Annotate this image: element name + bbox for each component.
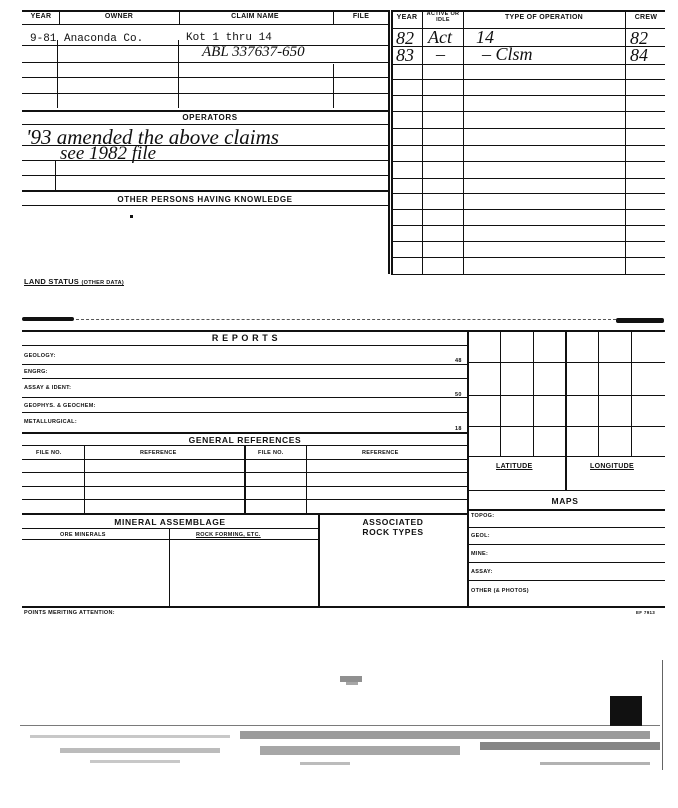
operators-title: OPERATORS: [182, 113, 238, 122]
maps-topog-label: TOPOG:: [471, 513, 495, 519]
points-meriting-attention-label: POINTS MERITING ATTENTION:: [24, 610, 115, 616]
ops-col-header-active-idle: ACTIVE OR IDLE: [426, 11, 460, 23]
rock-forming-header: ROCK FORMING, ETC.: [196, 532, 261, 538]
ops-row1-operation: 14: [476, 27, 494, 47]
ops-row2-operation: – Clsm: [482, 44, 533, 64]
maps-title: MAPS: [551, 496, 579, 506]
genref-header-file-no-2: FILE NO.: [258, 450, 284, 456]
col-header-owner: OWNER: [104, 13, 134, 20]
report-geophys-label: GEOPHYS. & GEOCHEM:: [24, 403, 96, 409]
scan-blot-left: [22, 317, 74, 321]
ops-row1-year: 82: [396, 28, 414, 48]
genref-header-reference-2: REFERENCE: [362, 450, 399, 456]
report-metallurgical-num: 18: [455, 426, 462, 432]
ops-row2-status: –: [436, 44, 445, 64]
report-assay-label: ASSAY & IDENT:: [24, 385, 72, 391]
form-code: EF 7913: [636, 610, 656, 615]
ops-col-header-crew: CREW: [634, 14, 658, 21]
ore-minerals-header: ORE MINERALS: [60, 532, 106, 538]
report-metallurgical-label: METALLURGICAL:: [24, 419, 77, 425]
claim-year: 9-81: [30, 33, 57, 45]
operators-handwritten-line2: see 1982 file: [60, 143, 157, 164]
report-assay-num: 50: [455, 392, 462, 398]
col-header-claim-name: CLAIM NAME: [231, 13, 279, 20]
report-geology-label: GEOLOGY:: [24, 353, 56, 359]
land-status-label: LAND STATUS (OTHER DATA): [24, 277, 124, 286]
genref-header-file-no-1: FILE NO.: [36, 450, 62, 456]
col-header-file: FILE: [352, 13, 370, 20]
claim-name: Kot 1 thru 14: [186, 32, 272, 44]
operators-handwritten-line1: '93 amended the above claims: [26, 125, 279, 149]
ops-row2-crew: 84: [630, 45, 648, 65]
ops-row2-year: 83: [396, 45, 414, 65]
associated-rock-types-line1: ASSOCIATED: [362, 517, 424, 527]
maps-mine-label: MINE:: [471, 551, 489, 557]
ops-row1-status: Act: [428, 27, 452, 47]
report-geology-num: 48: [455, 358, 462, 364]
general-references-title: GENERAL REFERENCES: [188, 435, 302, 445]
maps-assay-label: ASSAY:: [471, 569, 493, 575]
other-persons-title: OTHER PERSONS HAVING KNOWLEDGE: [117, 195, 293, 204]
ops-col-header-type: TYPE OF OPERATION: [504, 14, 584, 21]
claim-owner: Anaconda Co.: [64, 33, 144, 45]
maps-other-label: OTHER (& PHOTOS): [471, 588, 529, 594]
reports-title: R E P O R T S: [211, 333, 279, 343]
land-status-sublabel: (OTHER DATA): [81, 280, 124, 286]
ops-col-header-year: YEAR: [396, 14, 418, 21]
report-engrg-label: ENGRG:: [24, 369, 48, 375]
associated-rock-types-line2: ROCK TYPES: [362, 527, 424, 537]
maps-geol-label: GEOL:: [471, 533, 490, 539]
scan-blot-right: [616, 318, 664, 323]
scan-black-square: [610, 696, 642, 726]
col-header-year: YEAR: [30, 13, 52, 20]
genref-header-reference-1: REFERENCE: [140, 450, 177, 456]
mineral-assemblage-title: MINERAL ASSEMBLAGE: [114, 517, 226, 527]
claim-ids-handwritten: ABL 337637-650: [202, 44, 305, 60]
longitude-label: LONGITUDE: [590, 463, 634, 470]
ops-row1-crew: 82: [630, 28, 648, 48]
latitude-label: LATITUDE: [496, 463, 533, 470]
